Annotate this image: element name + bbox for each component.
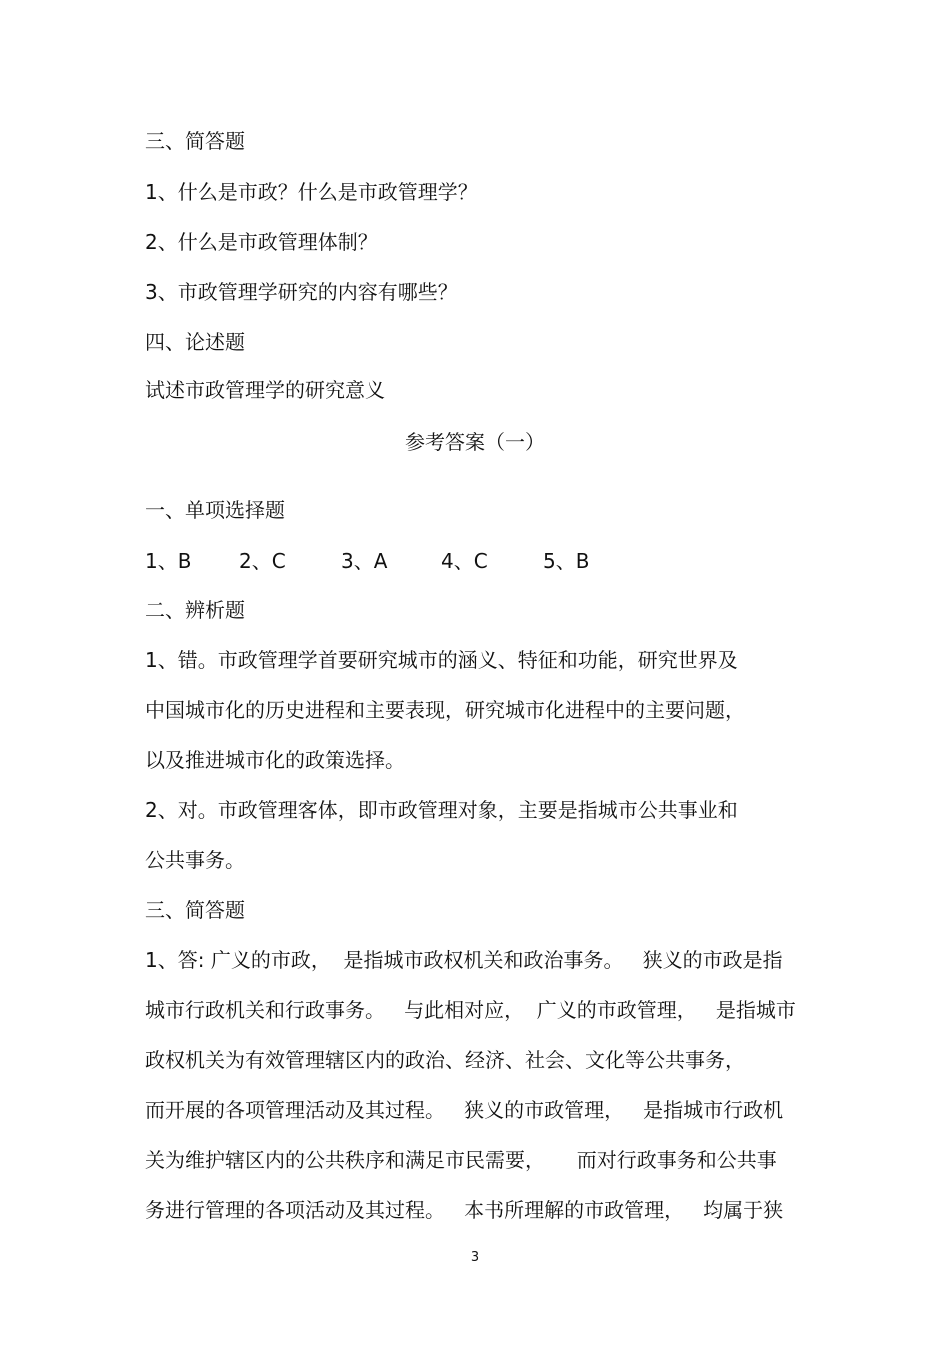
essay-question: 试述市政管理学的研究意义	[145, 378, 385, 402]
judgement-answer-line: 中国城市化的历史进程和主要表现，研究城市化进程中的主要问题，	[145, 698, 745, 722]
choice-answer: 1、B	[145, 549, 192, 573]
short-answer-line: 务进行管理的各项活动及其过程。 本书所理解的市政管理， 均属于狭	[145, 1198, 784, 1222]
choice-answer: 2、C	[239, 549, 286, 573]
section-heading-judgement: 二、辨析题	[145, 598, 245, 622]
choice-answer: 5、B	[543, 549, 590, 573]
judgement-answer-line: 公共事务。	[145, 848, 245, 872]
judgement-answer-line: 2、对。市政管理客体，即市政管理对象，主要是指城市公共事业和	[145, 798, 738, 822]
answer-key-title: 参考答案（一）	[405, 430, 545, 454]
question-1: 1、什么是市政？什么是市政管理学？	[145, 180, 478, 204]
choice-answer: 3、A	[341, 549, 388, 573]
short-answer-line: 关为维护辖区内的公共秩序和满足市民需要， 而对行政事务和公共事	[145, 1148, 777, 1172]
page-number: 3	[470, 1250, 480, 1265]
short-answer-line: 城市行政机关和行政事务。 与此相对应， 广义的市政管理， 是指城市	[145, 998, 796, 1022]
section-heading-single-choice: 一、单项选择题	[145, 498, 285, 522]
short-answer-line: 政权机关为有效管理辖区内的政治、经济、社会、文化等公共事务，	[145, 1048, 745, 1072]
short-answer-line: 而开展的各项管理活动及其过程。 狭义的市政管理， 是指城市行政机	[145, 1098, 784, 1122]
question-3: 3、市政管理学研究的内容有哪些？	[145, 280, 458, 304]
section-heading-short-answer: 三、简答题	[145, 129, 245, 153]
short-answer-line: 1、答: 广义的市政， 是指城市政权机关和政治事务。 狭义的市政是指	[145, 948, 783, 972]
section-heading-essay: 四、论述题	[145, 330, 245, 354]
judgement-answer-line: 以及推进城市化的政策选择。	[145, 748, 405, 772]
choice-answer: 4、C	[441, 549, 488, 573]
question-2: 2、什么是市政管理体制？	[145, 230, 378, 254]
section-heading-short-answer-key: 三、简答题	[145, 898, 245, 922]
judgement-answer-line: 1、错。市政管理学首要研究城市的涵义、特征和功能，研究世界及	[145, 648, 738, 672]
